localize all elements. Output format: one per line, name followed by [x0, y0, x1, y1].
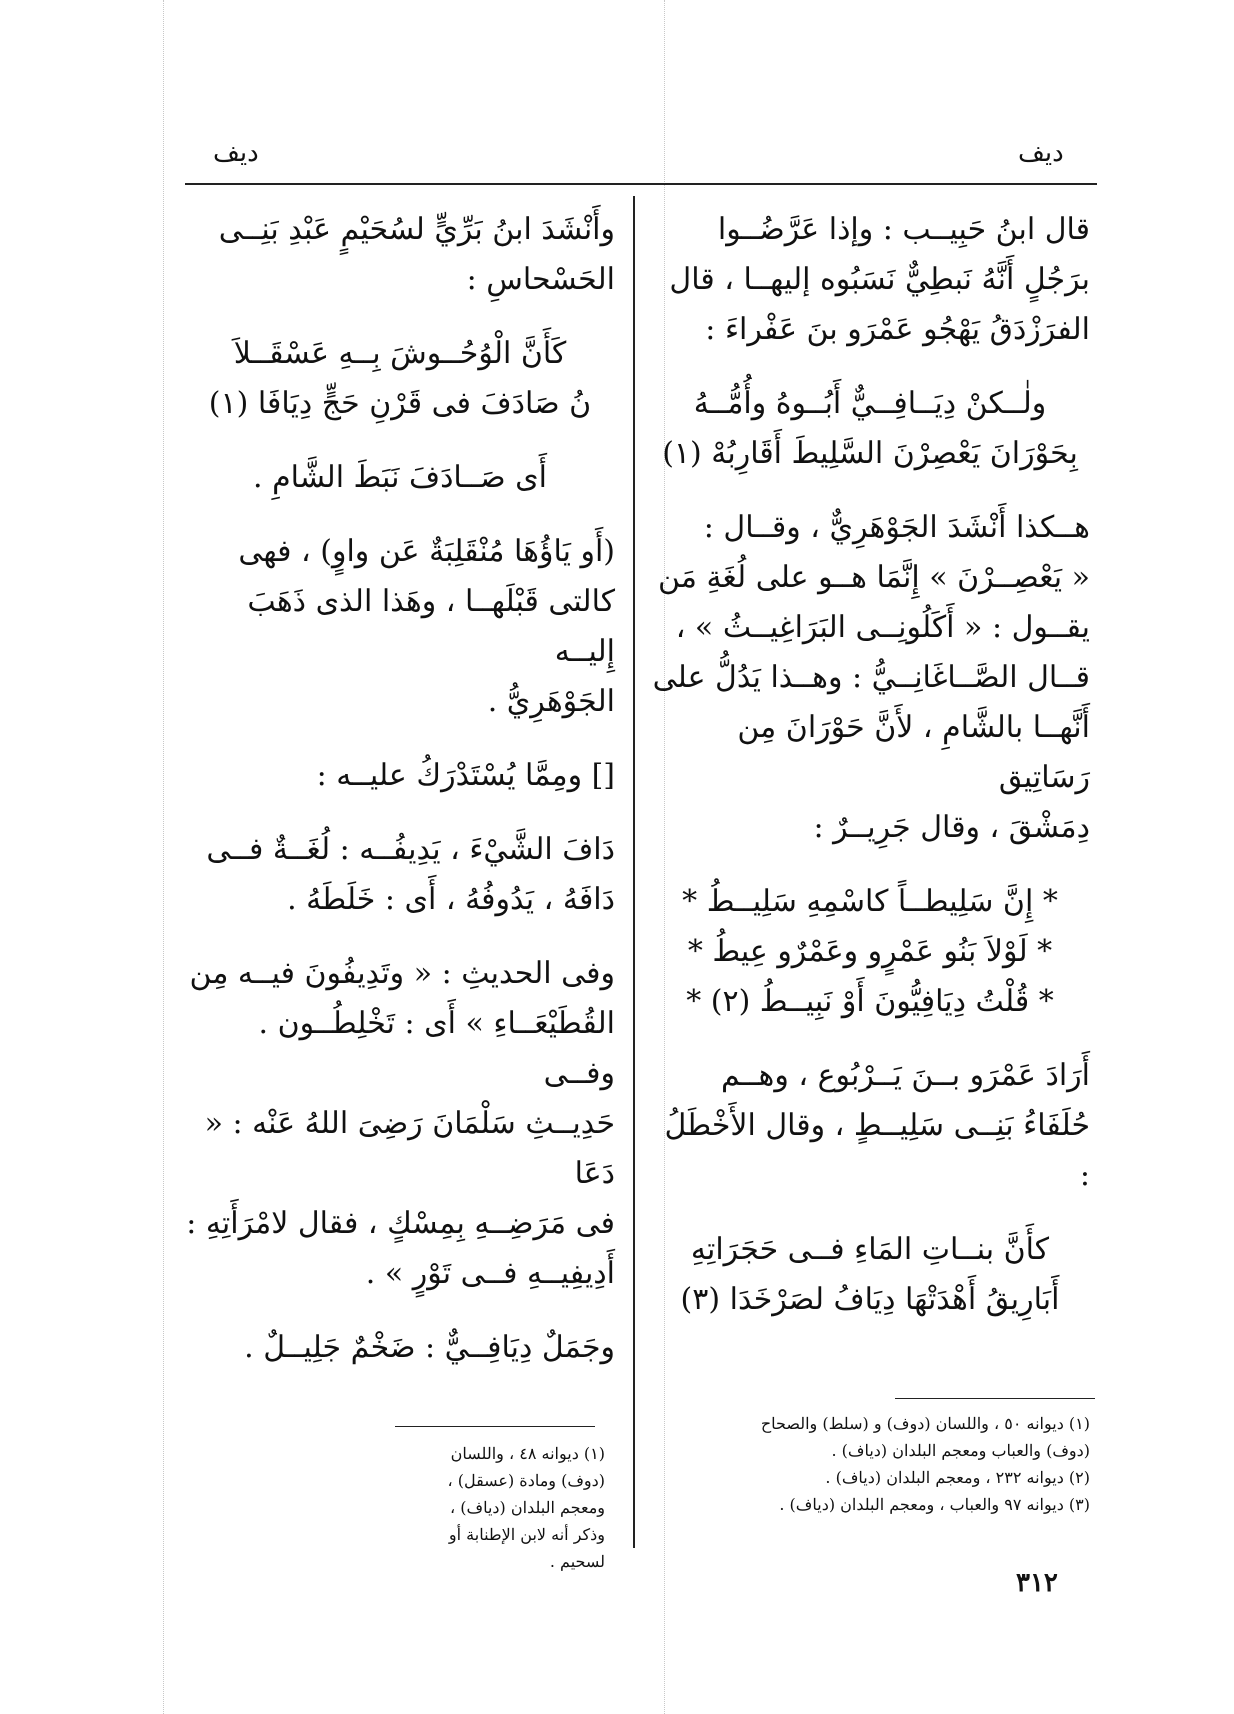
- scan-fold-line-left: [163, 0, 164, 1714]
- running-head-right: ديف: [1018, 138, 1064, 168]
- header-rule: [185, 183, 1097, 185]
- text-line: (أَو يَاؤُهَا مُنْقَلِبَةٌ عَن واوٍ) ، فهى: [238, 534, 615, 569]
- text-line: القُطَيْعَــاءِ » أَى : تَخْلِطُــون . وفــى: [258, 1006, 615, 1091]
- running-head-left: ديف: [213, 138, 259, 168]
- footnote-line: (٢) ديوانه ٢٣٢ ، ومعجم البلدان (دياف) .: [825, 1468, 1090, 1487]
- text-line: دِمَشْقَ ، وقال جَرِيــرٌ :: [813, 810, 1090, 845]
- text-line: دَافَ الشَّيْءَ ، يَدِيفُــه : لُغَــةٌ فــى: [206, 832, 615, 867]
- footnotes-left: [420, 1440, 605, 1575]
- text-line: الفرَزْدَقُ يَهْجُو عَمْرَو بنَ عَفْراءَ :: [705, 312, 1090, 347]
- footnote-line: (١) ديوانه ٤٨ ، واللسان (دوف) ومادة (عسقل) ،: [447, 1444, 605, 1490]
- text-line: أَى صَــادَفَ نَبَطَ الشَّامِ .: [253, 460, 547, 495]
- text-line: هــكذا أَنْشَدَ الجَوْهَرِيٌّ ، وقــال :: [703, 510, 1090, 545]
- text-line: « يَعْصِــرْنَ » إِنَّمَا هــو على لُغَةِ مَن: [658, 560, 1090, 595]
- text-line: كالتى قَبْلَهــا ، وهَذا الذى ذَهَبَ إِليــه: [247, 584, 615, 669]
- text-line: وجَمَلٌ دِيَافِــيٌّ : ضَخْمٌ جَلِيــلٌ .: [244, 1330, 615, 1365]
- text-line: وأَنْشَدَ ابنُ بَرِّيٍّ لسُحَيْمٍ عَبْدِ بَنِــى: [218, 212, 615, 247]
- left-column: [185, 205, 615, 1373]
- footnote-line: لسحيم .: [549, 1552, 605, 1571]
- text-line: الحَسْحاسِ :: [466, 262, 615, 297]
- verse-line: * لَوْلاَ بَنُو عَمْرٍو وعَمْرٌو عِيطُ *: [687, 934, 1053, 969]
- text-line: قال ابنُ حَبِيــب : وإذا عَرَّضُــوا: [717, 212, 1090, 247]
- text-line: أَنَّهــا بالشَّامِ ، لأَنَّ حَوْرَانَ مِن رَسَاتِيق: [737, 710, 1090, 795]
- text-line: حَدِيــثِ سَلْمَانَ رَضِىَ اللهُ عَنْه : « دَعَا: [204, 1106, 615, 1191]
- page-number: ٣١٢: [1016, 1568, 1058, 1598]
- verse-line: ولٰــكنْ دِيَــافِــيٌّ أَبُــوهُ وأُمُّــهُ: [693, 386, 1047, 421]
- right-column: [650, 205, 1090, 1325]
- text-line: أَدِيفِيــهِ فــى تَوْرٍ » .: [365, 1256, 615, 1291]
- text-line: [] ومِمَّا يُسْتَدْرَكُ عليــه :: [316, 758, 615, 793]
- verse-line: * إِنَّ سَلِيطــاً كاسْمِهِ سَلِيــطُ *: [682, 884, 1058, 919]
- verse-line: أَبَارِيقُ أَهْدَتْهَا دِيَافُ لصَرْخَدَا (٣): [680, 1282, 1060, 1317]
- verse-line: بِحَوْرَانَ يَعْصِرْنَ السَّلِيطَ أَقَارِبُهْ (١): [662, 436, 1078, 471]
- text-line: يقــول : « أَكَلُونِــى البَرَاغِيــثُ » ،: [675, 610, 1090, 645]
- verse-line: نُ صَادَفَ فى قَرْنِ حَجٍّ دِيَافَا (١): [208, 386, 592, 421]
- text-line: الجَوْهَرِيُّ .: [487, 684, 615, 719]
- verse-line: كَأَنَّ الْوُحُــوشَ بِــهِ عَسْقَــلاَ: [233, 336, 567, 371]
- footnote-line: (دوف) والعباب ومعجم البلدان (دياف) .: [831, 1441, 1090, 1460]
- text-line: حُلَفَاءُ بَنِــى سَلِيــطٍ ، وقال الأَخْطَلُ :: [664, 1108, 1090, 1193]
- column-divider: [633, 196, 635, 1548]
- verse-line: * قُلْتُ دِيَافِيُّونَ أَوْ نَبِيــطُ (٢) *: [686, 984, 1054, 1019]
- text-line: دَافَهُ ، يَدُوفُهُ ، أَى : خَلَطَهُ .: [287, 882, 615, 917]
- footnote-line: (٣) ديوانه ٩٧ والعباب ، ومعجم البلدان (دياف) .: [779, 1495, 1090, 1514]
- footnotes-right: [650, 1410, 1090, 1518]
- text-line: قــال الصَّــاغَانِــيُّ : وهــذا يَدُلُّ على: [652, 660, 1090, 695]
- footnote-line: (١) ديوانه ٥٠ ، واللسان (دوف) و (سلط) والصحاح: [760, 1414, 1090, 1433]
- text-line: فى مَرَضِــهِ بِمِسْكٍ ، فقال لامْرَأَتِهِ :: [186, 1206, 615, 1241]
- text-line: أَرَادَ عَمْرَو بــنَ يَــرْبُوع ، وهــم: [720, 1058, 1090, 1093]
- footnote-rule-left: [395, 1426, 595, 1427]
- verse-line: كأَنَّ بنــاتِ المَاءِ فــى حَجَرَاتِهِ: [690, 1232, 1050, 1267]
- text-line: وفى الحديثِ : « وتَدِيفُونَ فيــه مِن: [189, 956, 615, 991]
- footnote-rule-right: [895, 1398, 1095, 1399]
- text-line: برَجُلٍ أَنَّهُ نَبطِيٌّ نَسَبُوه إليهــا ، قال: [669, 262, 1090, 297]
- footnote-line: ومعجم البلدان (دياف) ، وذكر أنه لابن الإطنابة أو: [448, 1498, 605, 1544]
